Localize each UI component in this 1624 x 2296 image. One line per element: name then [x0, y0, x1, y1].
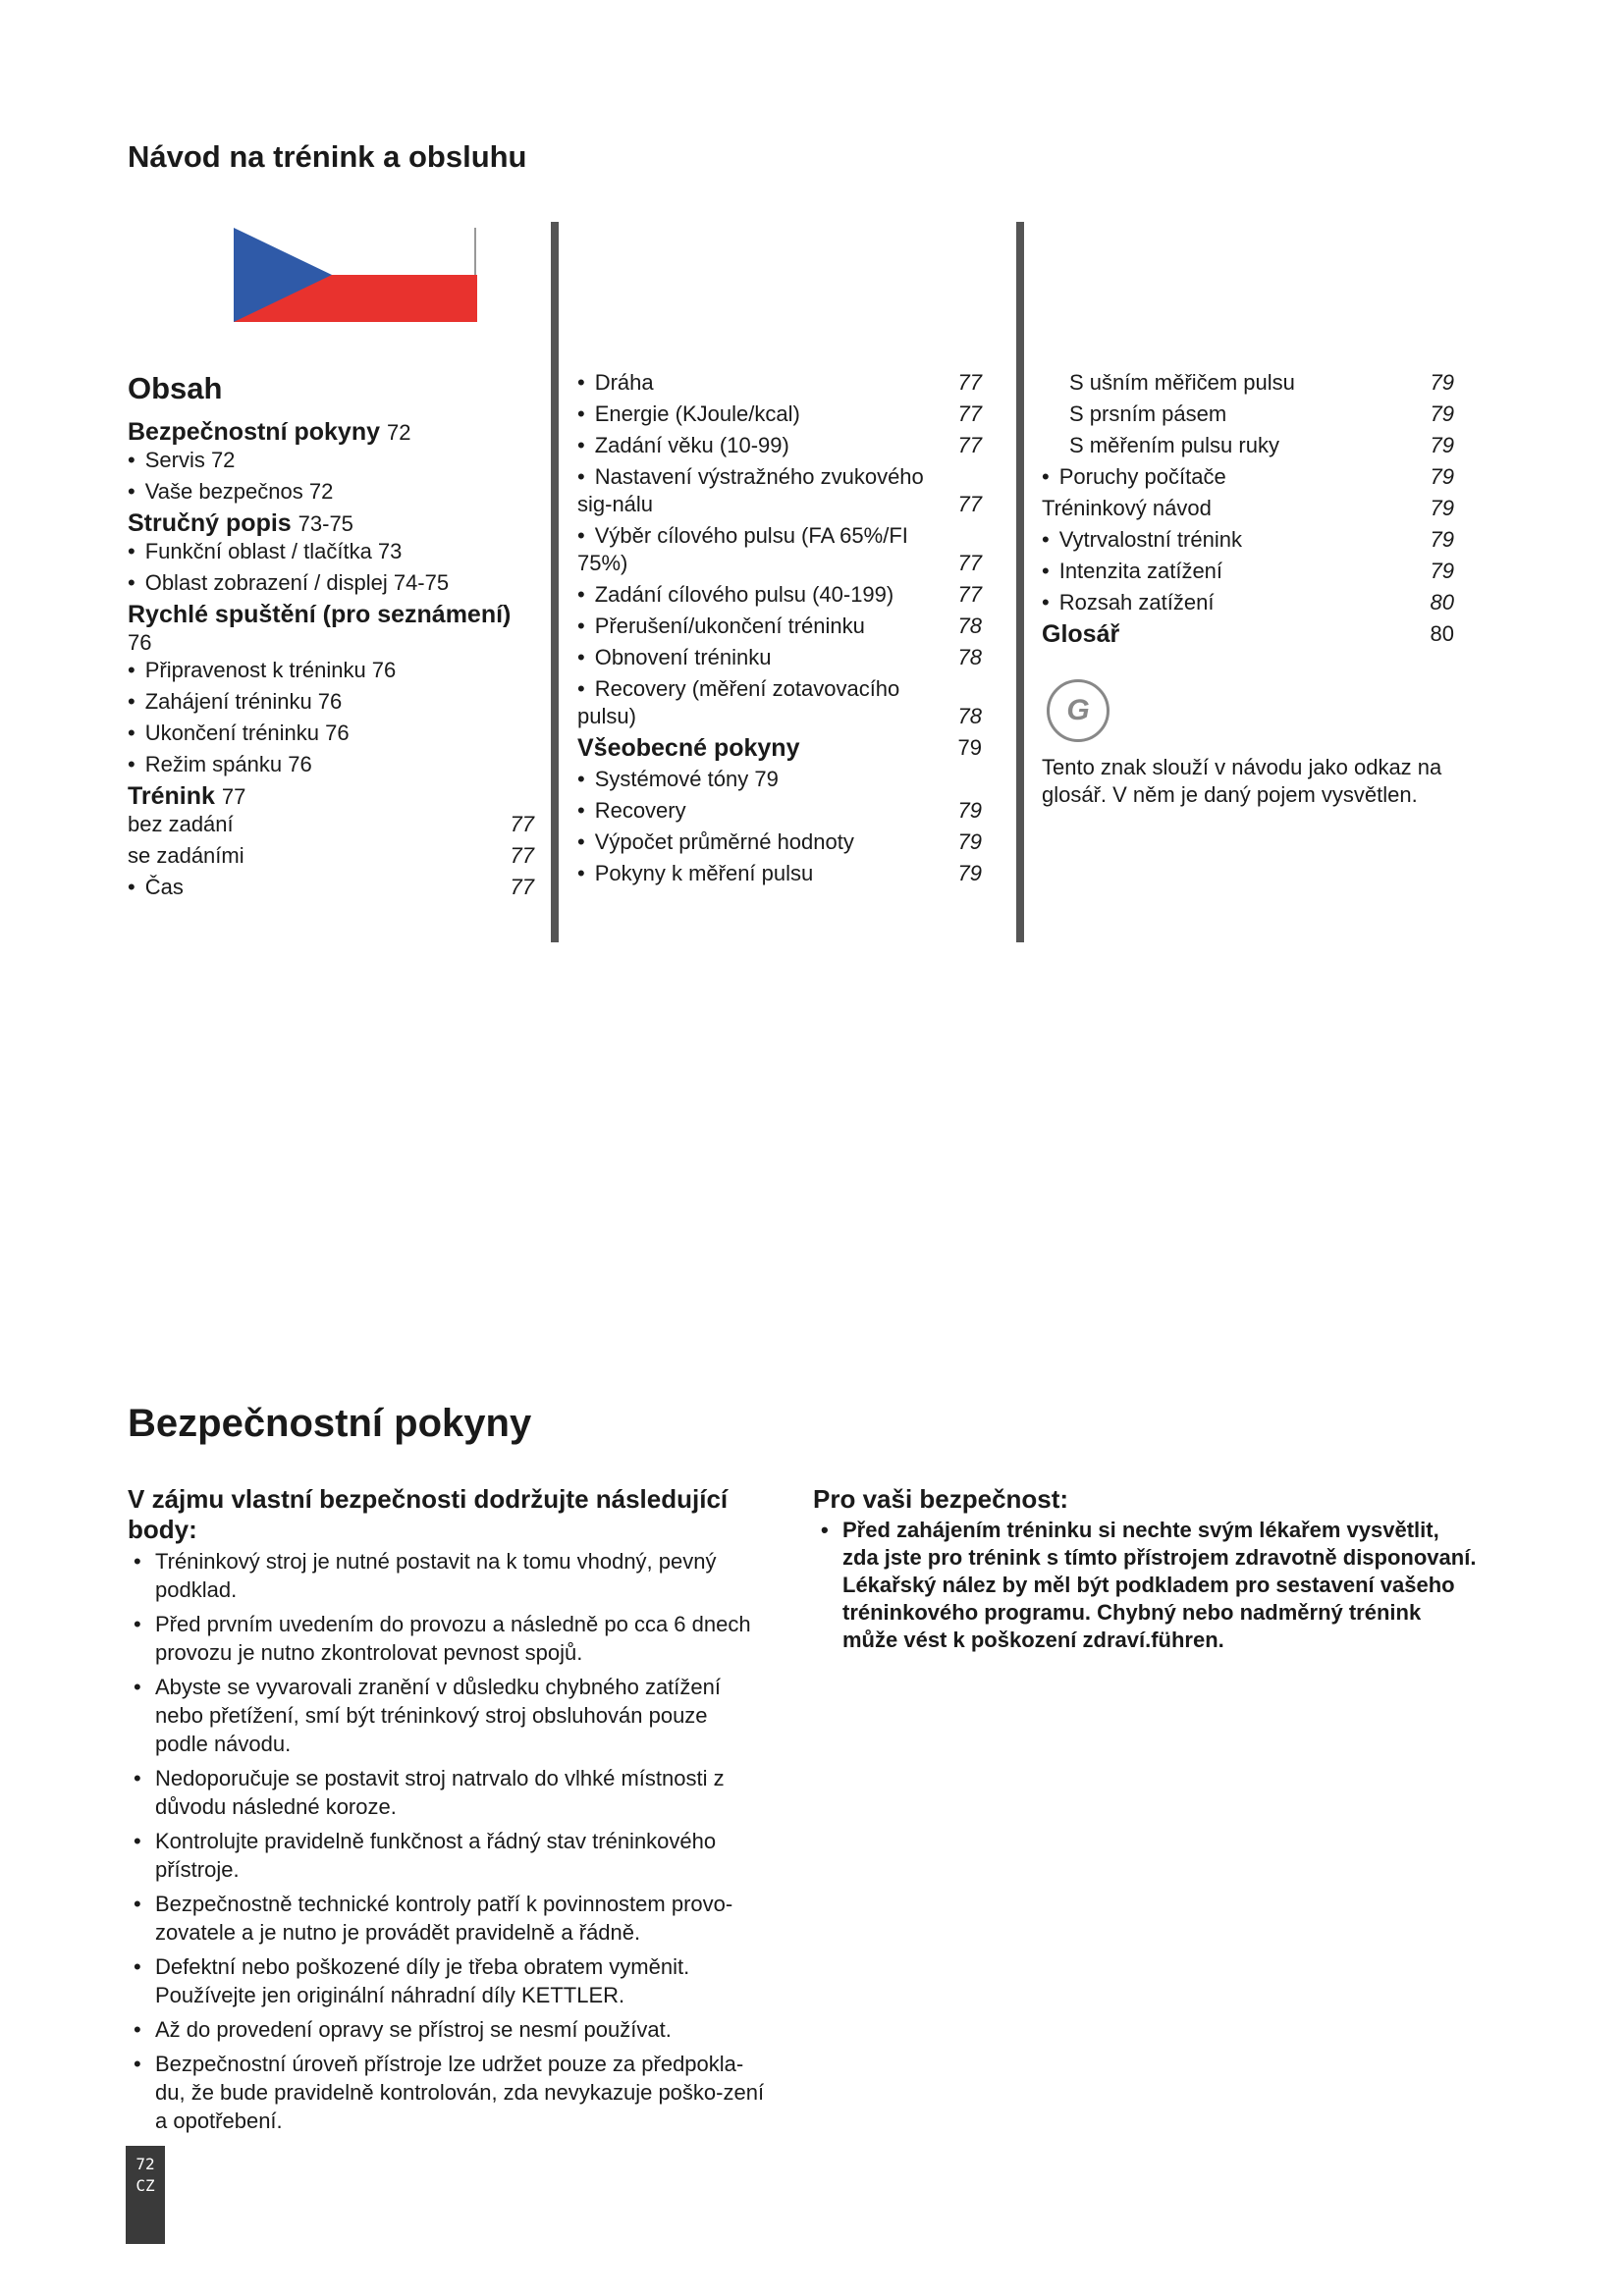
toc-item-label: • Recovery (měření zotavovacího pulsu)	[577, 675, 941, 730]
czech-flag-icon	[234, 228, 477, 322]
toc-page-number: 77	[510, 843, 534, 868]
toc-item	[577, 734, 982, 762]
toc-item	[577, 463, 982, 518]
toc-item-label: S měřením pulsu ruky	[1069, 433, 1279, 457]
toc-page-number: 72	[386, 420, 411, 445]
toc-item: • Režim spánku 76	[128, 751, 534, 778]
toc-item: • Servis 72	[128, 447, 534, 474]
toc-item	[577, 432, 982, 459]
toc-item	[577, 644, 982, 671]
toc-item: • Vaše bezpečnos 72	[128, 478, 534, 506]
glossary-icon: G	[1047, 679, 1110, 742]
toc-item	[577, 797, 982, 825]
toc-item	[577, 522, 982, 577]
toc-item-label: • Výpočet průměrné hodnoty	[577, 828, 943, 856]
toc-item	[577, 400, 982, 428]
toc-column-2	[577, 369, 982, 891]
toc-item	[577, 828, 982, 856]
toc-page-number: 77	[957, 492, 982, 516]
toc-page-number: 79	[1430, 496, 1454, 520]
toc-item: • Ukončení tréninku 76	[128, 720, 534, 747]
toc-item	[577, 613, 982, 640]
toc-item-label: • Rozsah zatížení	[1042, 589, 1415, 616]
toc-item	[1042, 495, 1454, 522]
toc-page-number: 77	[957, 582, 982, 607]
page-number: 72	[135, 2155, 155, 2173]
toc-page-number: 77	[957, 551, 982, 575]
toc-item-label: S ušním měřičem pulsu	[1069, 370, 1295, 395]
safety-right-list	[813, 1517, 1481, 1654]
safety-item: • Abyste se vyvarovali zranění v důsledku chybného zatížení nebo přetížení, smí být tréninkový stroj obsluhován pouze podle návodu.	[128, 1673, 766, 1758]
safety-item: • Až do provedení opravy se přístroj se nesmí používat.	[128, 2015, 766, 2044]
toc-item-label: • Recovery	[577, 797, 943, 825]
toc-section-heading	[128, 782, 534, 811]
toc-item	[128, 874, 534, 901]
toc-item-label: • Zadání věku (10-99)	[577, 432, 943, 459]
page-number-tab	[126, 2146, 165, 2244]
toc-item	[577, 675, 982, 730]
safety-right-heading: Pro vaši bezpečnost:	[813, 1484, 1069, 1514]
toc-item-label: • Energie (KJoule/kcal)	[577, 400, 943, 428]
glossary-note: Tento znak slouží v návodu jako odkaz na glosář. V něm je daný pojem vysvětlen.	[1042, 755, 1442, 807]
safety-item: • Bezpečnostní úroveň přístroje lze udržet pouze za předpokla-du, že bude pravidelně kontrolován, zda nevykazuje poško-zení a opotřebení.	[128, 2050, 766, 2135]
toc-item	[1042, 432, 1454, 459]
toc-section-heading	[128, 509, 534, 538]
toc-page-number: 77	[221, 784, 246, 809]
toc-item: • Připravenost k tréninku 76	[128, 657, 534, 684]
safety-item: • Defektní nebo poškozené díly je třeba obratem vyměnit. Používejte jen originální náhradní díly KETTLER.	[128, 1952, 766, 2009]
toc-item	[577, 581, 982, 609]
safety-item: • Před zahájením tréninku si nechte svým lékařem vysvětlit, zda jste pro trénink s tímto přístrojem zdravotně disponovaní. Lékařský nález by měl být podkladem pro sestavení vašeho tréninkového programu. Chybný nebo nadměrný trénink může vést k poškození zdraví.führen.	[813, 1517, 1481, 1654]
safety-item: • Tréninkový stroj je nutné postavit na k tomu vhodný, pevný podklad.	[128, 1547, 766, 1604]
toc-page-number: 78	[957, 614, 982, 638]
toc-page-number: 78	[957, 704, 982, 728]
toc-item-label: • Čas	[128, 874, 495, 901]
toc-item: • Funkční oblast / tlačítka 73	[128, 538, 534, 565]
toc-section-heading	[128, 601, 534, 657]
toc-section-heading	[128, 418, 534, 447]
toc-item	[128, 842, 534, 870]
toc-item-label: • Přerušení/ukončení tréninku	[577, 613, 943, 640]
safety-item: • Bezpečnostně technické kontroly patří k povinnostem provo-zovatele a je nutno je provádět pravidelně a řádně.	[128, 1890, 766, 1947]
toc-page-number: 79	[1430, 401, 1454, 426]
safety-left-heading: V zájmu vlastní bezpečnosti dodržujte následující body:	[128, 1484, 729, 1544]
toc-item-label: Tréninkový návod	[1042, 496, 1212, 520]
toc-item	[1042, 369, 1454, 397]
toc-page-number: 79	[1430, 464, 1454, 489]
toc-item-label: • Vytrvalostní trénink	[1042, 526, 1415, 554]
toc-item-label: • Výběr cílového pulsu (FA 65%/FI 75%)	[577, 522, 941, 577]
toc-item-label: • Poruchy počítače	[1042, 463, 1415, 491]
toc-page-number: 79	[1430, 370, 1454, 395]
column-divider	[551, 222, 559, 942]
toc-item-label: • Nastavení výstražného zvukového sig-nálu	[577, 463, 941, 518]
toc-item-label: • Dráha	[577, 369, 943, 397]
toc-item	[128, 811, 534, 838]
safety-left	[128, 1484, 766, 2141]
toc-section-label: Stručný popis	[128, 509, 292, 537]
toc-item	[1042, 589, 1454, 616]
toc-page-number: 73-75	[298, 511, 353, 536]
toc-section-label: Bezpečnostní pokyny	[128, 418, 380, 446]
toc-page-number: 76	[128, 630, 152, 655]
safety-item: • Nedoporučuje se postavit stroj natrvalo do vlhké místnosti z důvodu následné koroze.	[128, 1764, 766, 1821]
toc-heading: Obsah	[128, 371, 223, 405]
toc-page-number: 80	[1430, 590, 1454, 614]
safety-right	[813, 1484, 1481, 1654]
section-title: Bezpečnostní pokyny	[128, 1402, 532, 1445]
toc-section-label: Trénink	[128, 782, 215, 810]
toc-item-label: se zadáními	[128, 843, 244, 868]
toc-item	[577, 369, 982, 397]
toc-page-number: 77	[957, 401, 982, 426]
toc-item: • Zahájení tréninku 76	[128, 688, 534, 716]
toc-item	[1042, 526, 1454, 554]
toc-item-label: • Intenzita zatížení	[1042, 558, 1415, 585]
toc-page-number: 78	[957, 645, 982, 669]
toc-page-number: 77	[510, 875, 534, 899]
toc-item-label: Všeobecné pokyny	[577, 734, 800, 762]
toc-item-label: S prsním pásem	[1069, 401, 1227, 426]
safety-left-list	[128, 1547, 766, 2135]
toc-item	[1042, 400, 1454, 428]
toc-page-number: 79	[1430, 433, 1454, 457]
toc-page-number: 77	[510, 812, 534, 836]
toc-column-3	[1042, 369, 1454, 652]
toc-item: • Oblast zobrazení / displej 74-75	[128, 569, 534, 597]
toc-item	[1042, 463, 1454, 491]
safety-item: • Před prvním uvedením do provozu a následně po cca 6 dnech provozu je nutno zkontrolovat pevnost spojů.	[128, 1610, 766, 1667]
toc-item-label: • Obnovení tréninku	[577, 644, 943, 671]
toc-page-number: 77	[957, 370, 982, 395]
toc-item-label: • Pokyny k měření pulsu	[577, 860, 943, 887]
toc-item-label: • Zadání cílového pulsu (40-199)	[577, 581, 943, 609]
language-code: CZ	[135, 2176, 155, 2195]
safety-item: • Kontrolujte pravidelně funkčnost a řádný stav tréninkového přístroje.	[128, 1827, 766, 1884]
toc-item	[577, 860, 982, 887]
toc-item	[1042, 620, 1454, 648]
toc-page-number: 79	[957, 829, 982, 854]
toc-page-number: 79	[1430, 527, 1454, 552]
toc-item: • Systémové tóny 79	[577, 766, 982, 793]
toc-page-number: 80	[1430, 621, 1454, 646]
toc-item	[1042, 558, 1454, 585]
toc-page-number: 79	[957, 735, 982, 760]
toc-item-label: bez zadání	[128, 812, 234, 836]
toc-page-number: 79	[957, 798, 982, 823]
page-title: Návod na trénink a obsluhu	[128, 139, 527, 174]
toc-item-label: Glosář	[1042, 620, 1120, 648]
toc-section-label: Rychlé spuštění (pro seznámení)	[128, 601, 512, 628]
toc-column-1	[128, 416, 534, 905]
toc-page-number: 79	[957, 861, 982, 885]
toc-page-number: 79	[1430, 559, 1454, 583]
column-divider	[1016, 222, 1024, 942]
toc-page-number: 77	[957, 433, 982, 457]
